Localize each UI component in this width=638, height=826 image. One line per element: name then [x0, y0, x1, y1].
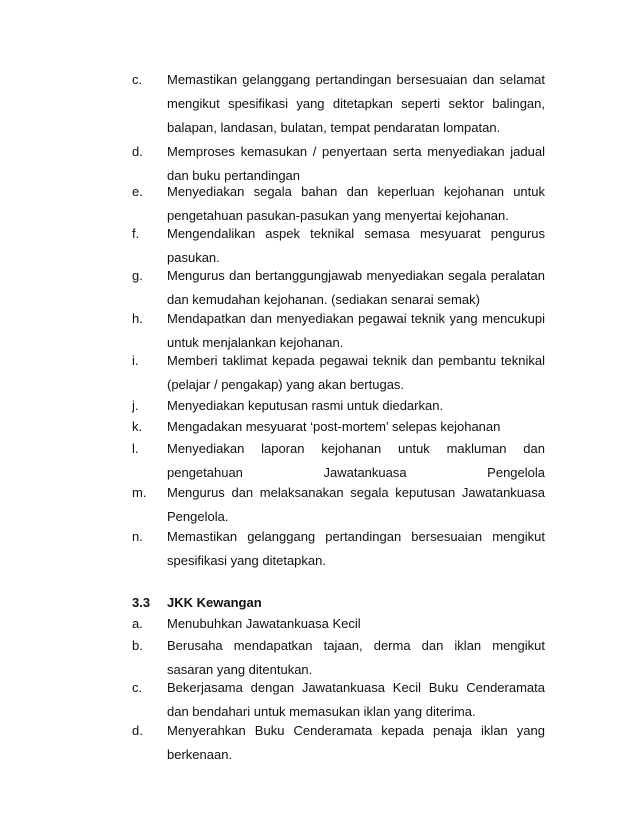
- list-text: Menubuhkan Jawatankuasa Kecil: [167, 616, 361, 631]
- list-text: Menyediakan laporan kejohanan untuk makluman dan pengetahuan Jawatankuasa Pengelola: [167, 441, 545, 480]
- list-text: Mengadakan mesyuarat ‘post-mortem’ selepas kejohanan: [167, 419, 501, 434]
- list-marker: n.: [132, 529, 143, 544]
- list-marker: d.: [132, 723, 143, 738]
- list-text: Bekerjasama dengan Jawatankuasa Kecil Buku Cenderamata dan bendahari untuk memasukan iklan yang diterima.: [167, 680, 545, 719]
- list-marker: h.: [132, 311, 143, 326]
- list-marker: m.: [132, 485, 147, 500]
- list-marker: c.: [132, 72, 143, 87]
- list-text: Memastikan gelanggang pertandingan bersesuaian dan selamat mengikut spesifikasi yang ditetapkan seperti sektor balingan, balapan, landasan, bulatan, tempat pendaratan lompatan.: [167, 72, 545, 135]
- list-text: Memberi taklimat kepada pegawai teknik dan pembantu teknikal (pelajar / pengakap) yang akan bertugas.: [167, 353, 545, 392]
- list-text: Mengurus dan melaksanakan segala keputusan Jawatankuasa Pengelola.: [167, 485, 545, 524]
- list-marker: f.: [132, 226, 140, 241]
- list-text: Mengendalikan aspek teknikal semasa mesyuarat pengurus pasukan.: [167, 226, 545, 265]
- list-text: Berusaha mendapatkan tajaan, derma dan iklan mengikut sasaran yang ditentukan.: [167, 638, 545, 677]
- list-marker: d.: [132, 144, 143, 159]
- list-text: Memastikan gelanggang pertandingan bersesuaian mengikut spesifikasi yang ditetapkan.: [167, 529, 545, 568]
- list-marker: l.: [132, 441, 139, 456]
- list-marker: b.: [132, 638, 143, 653]
- list-text: Memproses kemasukan / penyertaan serta menyediakan jadual dan buku pertandingan: [167, 144, 545, 183]
- list-marker: a.: [132, 616, 143, 631]
- list-marker: e.: [132, 184, 143, 199]
- list-text: Menyediakan keputusan rasmi untuk diedarkan.: [167, 398, 444, 413]
- list-marker: c.: [132, 680, 143, 695]
- section-title: JKK Kewangan: [167, 595, 262, 610]
- list-text: Mengurus dan bertanggungjawab menyediakan segala peralatan dan kemudahan kejohanan. (sediakan senarai semak): [167, 268, 545, 307]
- list-marker: i.: [132, 353, 139, 368]
- list-text: Menyerahkan Buku Cenderamata kepada penaja iklan yang berkenaan.: [167, 723, 545, 762]
- list-marker: g.: [132, 268, 143, 283]
- list-text: Mendapatkan dan menyediakan pegawai teknik yang mencukupi untuk menjalankan kejohanan.: [167, 311, 545, 350]
- list-marker: k.: [132, 419, 143, 434]
- list-text: Menyediakan segala bahan dan keperluan kejohanan untuk pengetahuan pasukan-pasukan yang menyertai kejohanan.: [167, 184, 545, 223]
- section-number: 3.3: [132, 595, 151, 610]
- list-marker: j.: [132, 398, 139, 413]
